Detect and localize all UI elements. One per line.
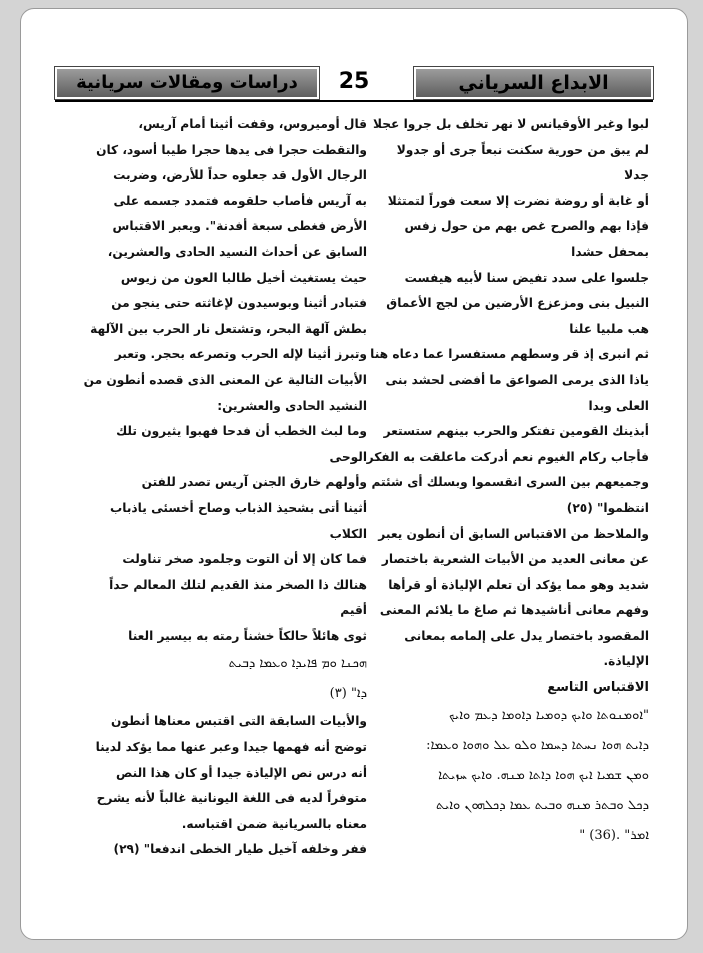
text-line: وما لبث الخطب أن فدحا فهبوا يثيرون تلك <box>116 424 367 439</box>
text-line: لبوا وغير الأوقيانس لا نهر تخلف بل جروا عجلا <box>373 117 649 131</box>
text-line: ففر وخلفه آخيل طيار الخطى اندفعا" (٢٩) <box>113 842 367 857</box>
text-line: معناه بالسريانية ضمن اقتباسه. <box>181 816 367 831</box>
text-line: الرجال الأول قد جعلوه حداً للأرض، وضربت <box>113 168 367 183</box>
text-line: الوحى <box>329 449 367 464</box>
text-line: أقيم <box>340 603 367 618</box>
text-line: الأبيات التالية عن المعنى الذى قصده أنطون من <box>83 372 367 387</box>
right-column-text <box>363 112 649 675</box>
left-syriac-quote <box>81 649 367 709</box>
text-line: انتظموا" (٢٥) <box>566 500 649 515</box>
text-line: فأجاب ركام الغيوم نعم أدركت ماعلقت به الفكر <box>366 449 649 464</box>
text-line: بطش آلهة البحر، وتشتعل نار الحرب بين الآلهة <box>90 321 367 336</box>
text-line: ثم انبرى إذ قر وسطهم مستفسرا عما دعاه هنا <box>370 347 649 362</box>
text-line: فما كان إلا أن التوت وجلمود صخر تناولت <box>122 552 367 567</box>
text-line: النبيل بنى ومزعزع الأرضين من لجج الأعماق <box>386 296 649 311</box>
text-line: توضح أنه فهمها جيدا وعبر عنها مما يؤكد لدينا <box>95 740 367 755</box>
text-line: وتبرز أثينا لإله الحرب وتصرعه بحجر. وتعبر <box>114 347 367 362</box>
page <box>20 8 688 940</box>
left-column-text-bottom <box>81 709 367 863</box>
text-line: النشيد الحادى والعشرين: <box>217 398 367 413</box>
syriac-line: "ܐܘܡܢܘܬܐ ܘܐܝܟ ܕܘܡܝܐ ܕܐܘܡܐ ܕܥܡ ܘܐܝܟ <box>449 707 649 723</box>
text-line: المقصود باختصار يدل على إلمامه بمعانى <box>404 628 649 643</box>
text-line: جدلا <box>624 168 649 183</box>
text-line: قال أوميروس، وقفت أثينا أمام آريس، <box>138 117 367 131</box>
text-line: أبذينك القومين تفتكر والحرب بينهم ستستعر <box>383 424 649 439</box>
text-line: حيث يستغيث أخيل طالبا العون من زيوس <box>120 270 367 285</box>
syriac-line: ܕܐܝܬ ܗܘܐ ܢܚܬܐ ܕܚܡܐ ܘܠܘ ܥܠ ܘܗܘܐ ܘܥܡܐ: <box>426 737 649 753</box>
text-line: عن معانى العديد من الأبيات الشعرية باختصار <box>381 552 649 567</box>
text-line: فإذا بهم والصرح غص بهم من حول زفس <box>404 219 649 234</box>
text-line: لم يبق من حورية سكنت نبعاً جرى أو جدولا <box>396 142 649 157</box>
text-line: السابق عن أحداث النسيد الحادى والعشرين، <box>107 244 367 259</box>
text-line: والملاحظ من الاقتباس السابق أن أنطون يعبر <box>378 526 649 541</box>
syriac-line: ܘܡܢ ܫܡܝܐ ܐܝܟ ܗܘܐ ܕܐܬܐ ܡܢܗ. ܘܐܝܟ ܚܙܝܬܐ <box>438 767 649 783</box>
text-line: الإلياذة. <box>603 654 649 669</box>
text-line: ثوى هائلاً حالكاً خشناً رمته به بيسير العنا <box>128 628 367 643</box>
text-line: أو غابة أو روضة نضرت إلا سعت فوراً لتمتثلا <box>387 193 649 208</box>
text-line: الأرض فغطى سبعة أفدنة". ويعبر الاقتباس <box>112 219 367 234</box>
text-line: هب ملبيا علنا <box>569 321 649 336</box>
left-column-text-top <box>81 112 367 649</box>
text-line: وأولهم خارق الجنن آريس تصدر للفتن <box>141 475 367 490</box>
text-line: متوفراً لديه فى اللغة اليونانية غالباً لأنه يشرح <box>96 791 367 806</box>
section-title-banner: دراسات ومقالات سريانية <box>55 67 319 99</box>
page-header <box>55 67 653 105</box>
text-line: بمحفل حشدا <box>571 244 649 259</box>
text-line: أثينا أتى بشحيذ الذباب وصاح أخسئى ياذباب <box>110 500 367 515</box>
syriac-line: ܐܡܪ" .(36) " <box>579 827 649 843</box>
text-line: ياذا الذى يرمى الصواعق ما أفضى لحشد بنى <box>385 372 649 387</box>
text-line: والأبيات السابقة التى اقتبس معناها أنطون <box>111 714 367 729</box>
magazine-title-banner: الابداع السرياني <box>414 67 653 99</box>
left-column <box>81 112 367 863</box>
text-line: والتقطت حجرا فى يدها حجرا طيبا أسود، كان <box>96 142 367 157</box>
text-line: أنه درس نص الإلياذة جيدا أو كان هذا النص <box>115 765 367 780</box>
text-line: وفهم معانى أناشيدها ثم صاغ ما يلائم المعنى <box>379 603 649 618</box>
text-line: العلى وبدا <box>588 398 649 413</box>
right-column <box>363 112 649 851</box>
text-line: شديد وهو مما يؤكد أن تعلم الإلياذة أو قرأها <box>388 577 649 592</box>
text-line: هنالك ذا الصخر منذ القديم لتلك المعالم حداً <box>109 577 367 592</box>
text-line: جلسوا على سدد تفيض سنا لأبيه هيفست <box>404 270 649 285</box>
section-heading: الاقتباس التاسع <box>547 680 649 696</box>
text-line: الكلاب <box>329 526 367 541</box>
syriac-line: ܕܟܠ ܘܒܬܪ ܡܢܗ ܘܒܝܬ ܥܡܐ ܕܟܠܗܘܢ ܘܐܝܬ <box>435 797 649 813</box>
text-line: به آريس فأصاب حلقومه فتمدد جسمه على <box>113 193 367 208</box>
header-rule <box>55 100 653 102</box>
syriac-quote <box>363 701 649 851</box>
syriac-line: ܕܐ" (٣) <box>329 686 367 702</box>
syriac-line: ܗܟܢܐ ܘܡ ܦܐܝܕܐ ܘܥܡܐ ܕܒܝܬ <box>228 656 367 672</box>
text-line: وجميعهم بين السرى انقسموا وبسلك أى شئتم <box>371 475 649 490</box>
text-line: فتبادر أثينا وبوسيدون لإغاثته حتى ينجو من <box>111 296 367 311</box>
page-number: 25 <box>338 69 370 94</box>
